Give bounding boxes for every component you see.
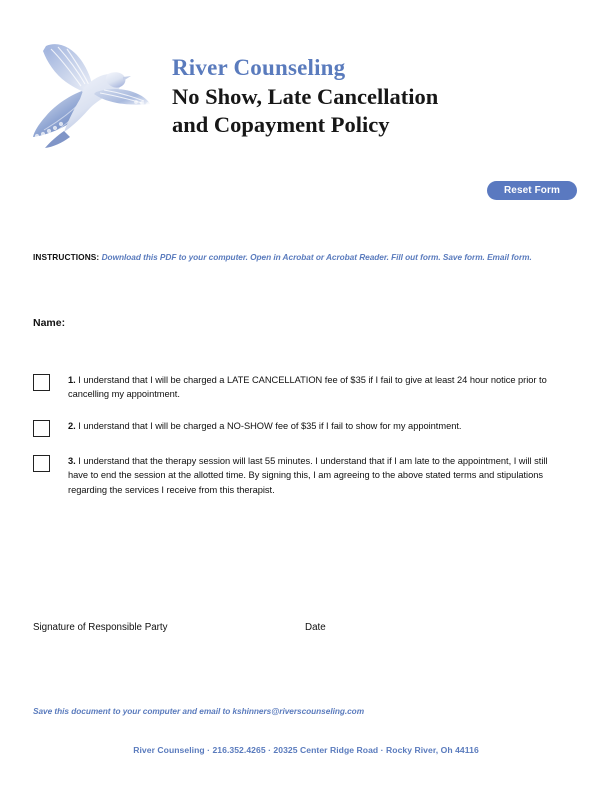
item-number: 1.: [68, 375, 76, 385]
reset-form-button[interactable]: Reset Form: [487, 181, 577, 200]
brand-title: River Counseling: [172, 55, 346, 80]
agreement-checkbox-3[interactable]: [33, 455, 50, 472]
dove-logo-icon: [24, 36, 150, 154]
checklist-item-text: [68, 419, 461, 433]
title-block: [172, 55, 438, 139]
save-instruction-note: Save this document to your computer and email to kshinners@riverscounseling.com: [33, 706, 365, 716]
instructions-label: INSTRUCTIONS:: [33, 252, 100, 262]
document-title-line-1: No Show, Late Cancellation: [172, 83, 439, 109]
name-input[interactable]: [103, 313, 403, 329]
signature-area: [33, 622, 563, 642]
item-number: 3.: [68, 455, 76, 466]
instructions-line: [33, 252, 579, 263]
item-number: 2.: [68, 420, 76, 431]
checklist-item: [33, 454, 563, 497]
item-body: I understand that I will be charged a NO-SHOW fee of $35 if I fail to show for my appointment.: [78, 420, 462, 431]
item-body: I understand that the therapy session will last 55 minutes. I understand that if I am late to the appointment, I will still have to end the session at the allotted time. By signing this, I am agreeing to the above stated terms and stipulations regarding the services I receive from this therapist.: [68, 455, 548, 495]
name-label: Name:: [33, 317, 66, 329]
date-input[interactable]: [305, 606, 445, 621]
signature-input[interactable]: [33, 606, 273, 621]
agreement-checkbox-2[interactable]: [33, 420, 50, 437]
agreement-checkbox-1[interactable]: [33, 374, 50, 391]
footer-contact-line: River Counseling · 216.352.4265 · 20325 Center Ridge Road · Rocky River, Oh 44116: [133, 745, 479, 755]
name-field-row: [33, 313, 553, 331]
agreement-checklist: [33, 373, 563, 514]
checklist-item-text: [68, 373, 560, 402]
instructions-text: Download this PDF to your computer. Open in Acrobat or Acrobat Reader. Fill out form. Save form. Email form.: [101, 252, 532, 262]
signature-label: Signature of Responsible Party: [33, 622, 168, 633]
checklist-item: [33, 373, 563, 402]
document-header: [0, 0, 612, 170]
document-title-line-2: and Copayment Policy: [172, 112, 390, 138]
checklist-item: [33, 419, 563, 437]
item-body: I understand that I will be charged a LATE CANCELLATION fee of $35 if I fail to give at least 24 hour notice prior to cancelling my appointment.: [68, 375, 547, 400]
checklist-item-text: [68, 454, 560, 497]
date-label: Date: [305, 622, 326, 633]
